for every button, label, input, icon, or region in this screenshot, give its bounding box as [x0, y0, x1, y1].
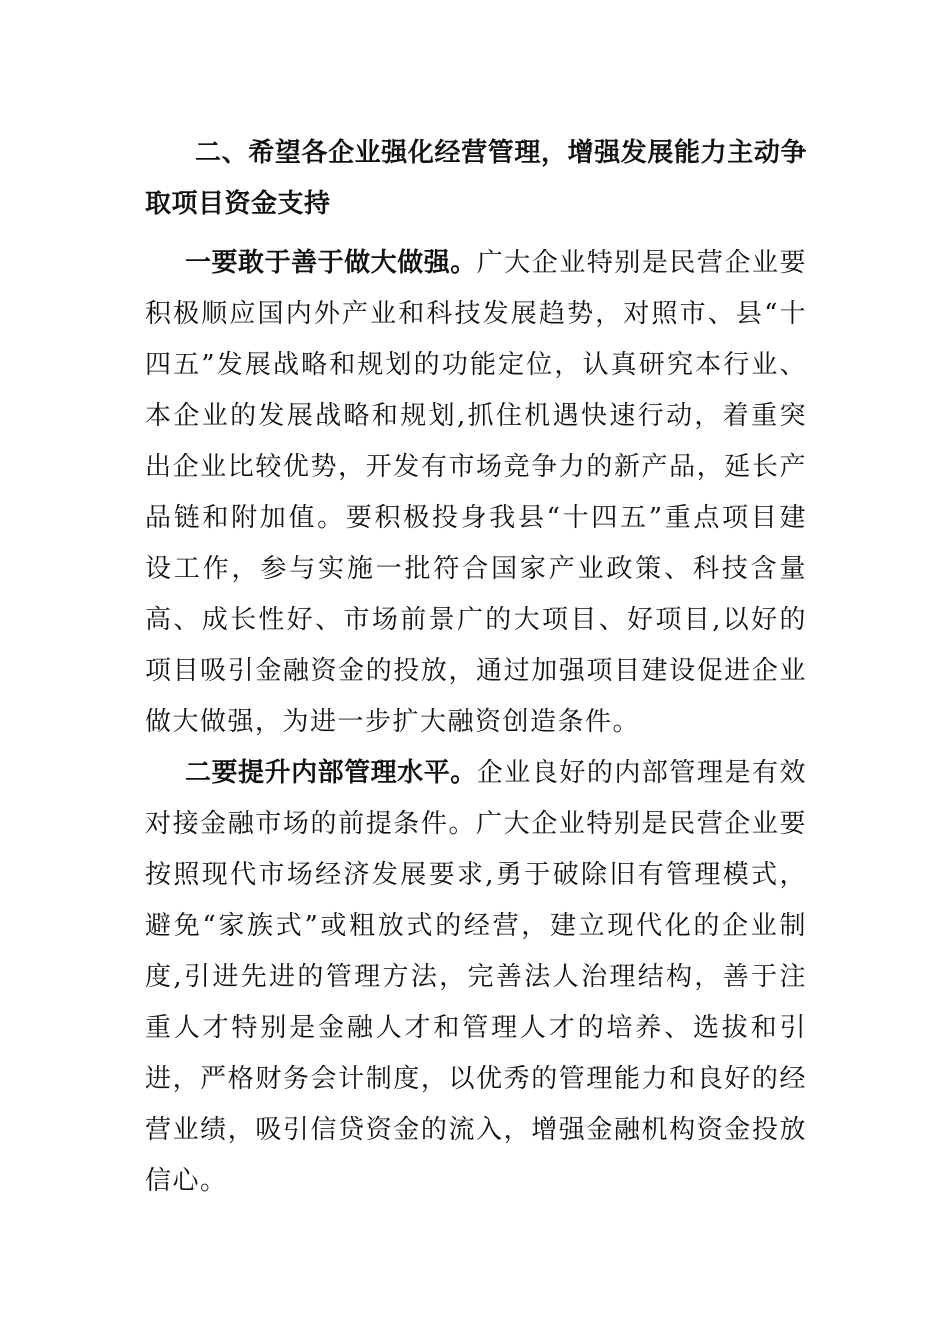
- paragraph-1: [145, 238, 807, 748]
- paragraph-1-body: 广大企业特别是民营企业要积极顺应国内外产业和科技发展趋势，对照市、县“十四五”发展战略和规划的功能定位，认真研究本行业、本企业的发展战略和规划,抓住机遇快速行动，着重突出企业比较优势，开发有市场竞争力的新产品，延长产品链和附加值。要积极投身我县“十四五”重点项目建设工作，参与实施一批符合国家产业政策、科技含量高、成长性好、市场前景广的大项目、好项目,以好的项目吸引金融资金的投放，通过加强项目建设促进企业做大做强，为进一步扩大融资创造条件。: [145, 248, 807, 737]
- paragraph-2-lead: 二要提升内部管理水平。: [185, 758, 477, 788]
- paragraph-1-lead: 一要敢于善于做大做强。: [185, 248, 477, 278]
- paragraph-2: [145, 748, 807, 1207]
- section-heading: 二、希望各企业强化经营管理，增强发展能力主动争取项目资金支持: [145, 138, 807, 219]
- paragraph-2-body: 企业良好的内部管理是有效对接金融市场的前提条件。广大企业特别是民营企业要按照现代市场经济发展要求,勇于破除旧有管理模式，避免“家族式”或粗放式的经营，建立现代化的企业制度,引进先进的管理方法，完善法人治理结构，善于注重人才特别是金融人才和管理人才的培养、选拔和引进，严格财务会计制度，以优秀的管理能力和良好的经营业绩，吸引信贷资金的流入，增强金融机构资金投放信心。: [145, 758, 807, 1196]
